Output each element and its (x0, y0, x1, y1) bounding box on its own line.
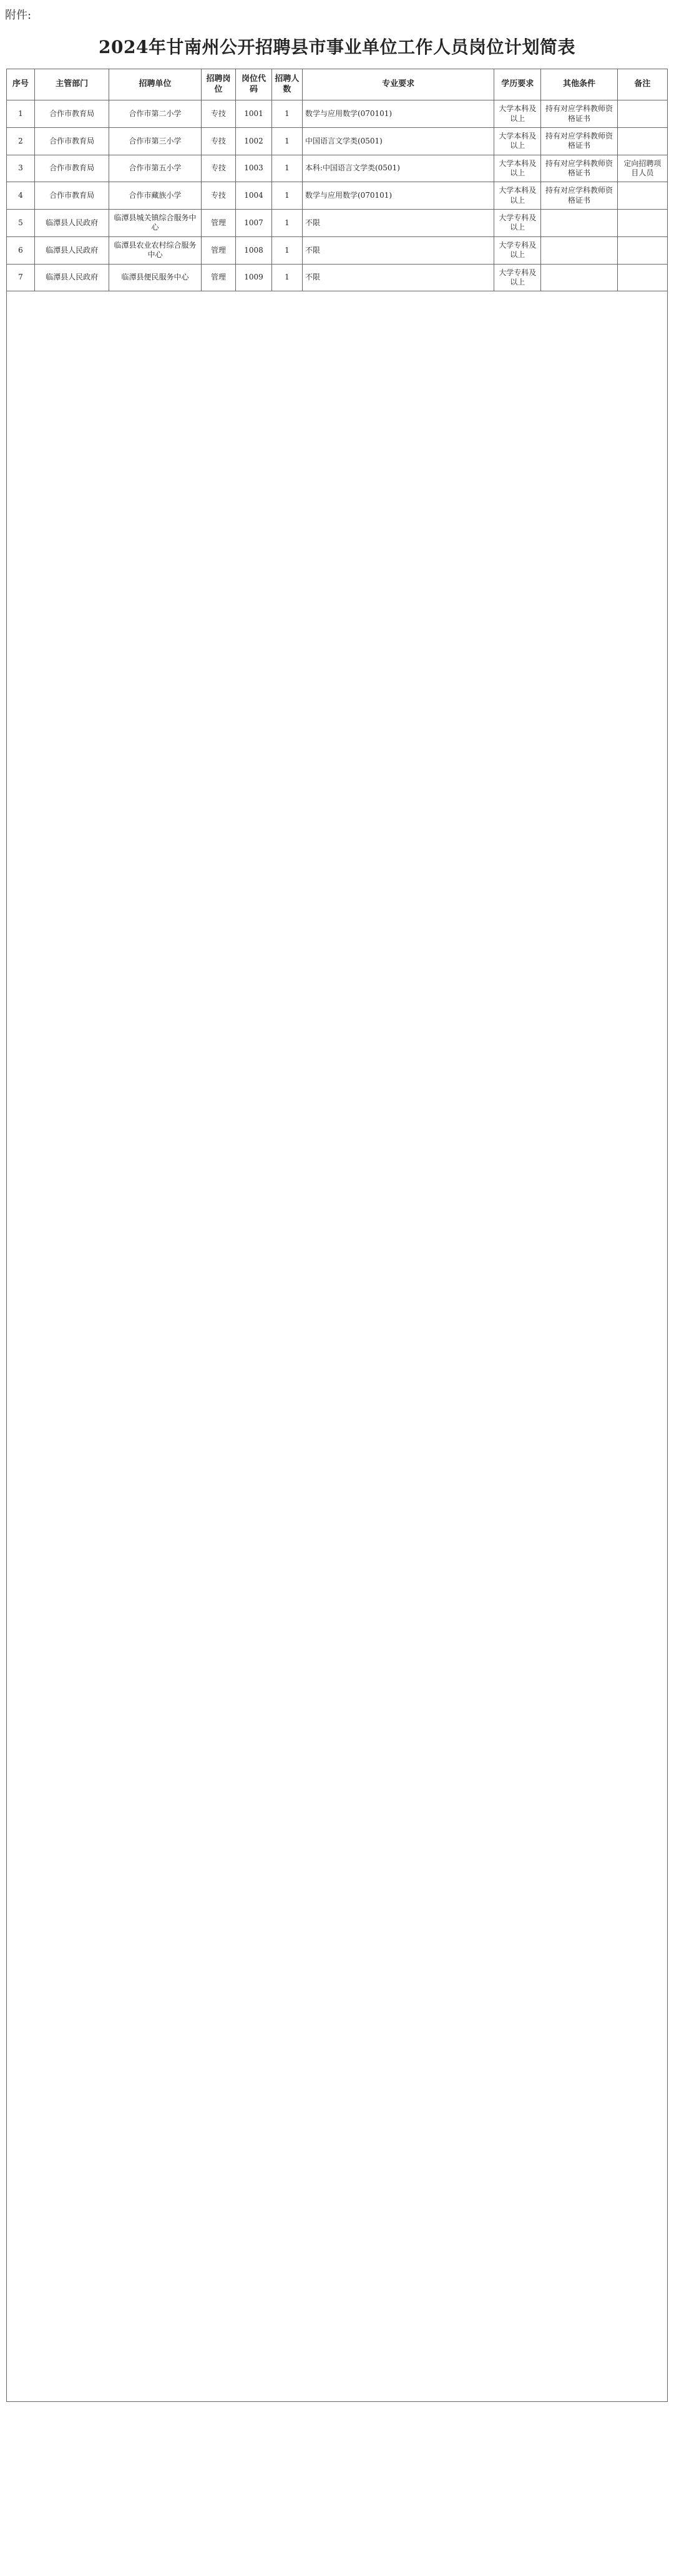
table-cell: 专技 (201, 182, 236, 210)
table-cell: 1002 (236, 127, 272, 155)
table-cell: 1004 (236, 182, 272, 210)
table-cell: 临潭县城关镇综合服务中心 (109, 210, 201, 237)
table-cell: 1 (271, 182, 302, 210)
table-cell: 1008 (236, 236, 272, 264)
table-cell: 1003 (236, 155, 272, 182)
table-cell: 临潭县便民服务中心 (109, 264, 201, 291)
table-cell (541, 264, 618, 291)
table-cell: 5 (7, 210, 35, 237)
table-cell: 专技 (201, 127, 236, 155)
table-cell: 合作市教育局 (34, 182, 109, 210)
table-cell: 合作市第五小学 (109, 155, 201, 182)
table-cell: 不限 (302, 236, 494, 264)
table-cell: 1 (271, 100, 302, 128)
header-cell: 备注 (617, 69, 667, 100)
table-cell: 1009 (236, 264, 272, 291)
table-filler-row (7, 291, 668, 2402)
table-cell: 4 (7, 182, 35, 210)
table-cell: 临潭县人民政府 (34, 264, 109, 291)
table-cell: 大学本科及以上 (494, 155, 541, 182)
table-cell (617, 100, 667, 128)
header-cell: 岗位代码 (236, 69, 272, 100)
table-cell: 持有对应学科教师资格证书 (541, 100, 618, 128)
table-continuation-area (7, 291, 668, 2402)
table-row (7, 155, 668, 182)
table-cell: 管理 (201, 210, 236, 237)
table-cell (541, 210, 618, 237)
table-cell: 大学专科及以上 (494, 264, 541, 291)
table-cell: 1 (271, 155, 302, 182)
table-cell: 1 (271, 127, 302, 155)
table-cell: 1001 (236, 100, 272, 128)
header-cell: 招聘单位 (109, 69, 201, 100)
table-cell: 数学与应用数学(070101) (302, 100, 494, 128)
table-cell: 本科:中国语言文学类(0501) (302, 155, 494, 182)
attachment-label: 附件: (5, 9, 32, 22)
table-cell: 3 (7, 155, 35, 182)
table-cell: 持有对应学科教师资格证书 (541, 127, 618, 155)
table-cell: 大学本科及以上 (494, 182, 541, 210)
table-cell: 6 (7, 236, 35, 264)
table-cell: 管理 (201, 236, 236, 264)
table-cell: 7 (7, 264, 35, 291)
table-cell: 数学与应用数学(070101) (302, 182, 494, 210)
table-cell (617, 182, 667, 210)
table-cell: 专技 (201, 100, 236, 128)
table-row (7, 210, 668, 237)
table-cell: 专技 (201, 155, 236, 182)
header-cell: 学历要求 (494, 69, 541, 100)
table-row (7, 100, 668, 128)
table-header-row (7, 69, 668, 100)
header-cell: 招聘人数 (271, 69, 302, 100)
header-cell: 其他条件 (541, 69, 618, 100)
table-cell: 临潭县人民政府 (34, 236, 109, 264)
header-cell: 招聘岗位 (201, 69, 236, 100)
document-title: 2024年甘南州公开招聘县市事业单位工作人员岗位计划简表 (99, 37, 575, 57)
table-row (7, 236, 668, 264)
table-cell (541, 236, 618, 264)
table-cell: 合作市教育局 (34, 100, 109, 128)
table-cell: 合作市藏族小学 (109, 182, 201, 210)
table-cell: 大学本科及以上 (494, 100, 541, 128)
table-cell: 合作市第三小学 (109, 127, 201, 155)
table-cell: 大学专科及以上 (494, 210, 541, 237)
table-cell: 2 (7, 127, 35, 155)
table-cell: 大学专科及以上 (494, 236, 541, 264)
table-cell: 1 (271, 236, 302, 264)
table-cell: 合作市教育局 (34, 155, 109, 182)
table-cell: 不限 (302, 210, 494, 237)
table-cell (617, 127, 667, 155)
header-cell: 序号 (7, 69, 35, 100)
table-cell: 中国语言文学类(0501) (302, 127, 494, 155)
header-cell: 主管部门 (34, 69, 109, 100)
table-cell: 持有对应学科教师资格证书 (541, 155, 618, 182)
table-cell: 1 (7, 100, 35, 128)
table-cell: 临潭县农业农村综合服务中心 (109, 236, 201, 264)
table-cell: 持有对应学科教师资格证书 (541, 182, 618, 210)
table-cell: 1 (271, 210, 302, 237)
table-cell: 不限 (302, 264, 494, 291)
table-cell (617, 210, 667, 237)
table-row (7, 264, 668, 291)
table-cell: 合作市第二小学 (109, 100, 201, 128)
table-cell: 管理 (201, 264, 236, 291)
table-cell (617, 236, 667, 264)
recruitment-table (6, 69, 668, 2402)
table-cell (617, 264, 667, 291)
table-cell: 1007 (236, 210, 272, 237)
table-cell: 定向招聘项目人员 (617, 155, 667, 182)
table-row (7, 182, 668, 210)
table-cell: 1 (271, 264, 302, 291)
table-cell: 合作市教育局 (34, 127, 109, 155)
table-cell: 临潭县人民政府 (34, 210, 109, 237)
table-cell: 大学本科及以上 (494, 127, 541, 155)
table-row (7, 127, 668, 155)
header-cell: 专业要求 (302, 69, 494, 100)
